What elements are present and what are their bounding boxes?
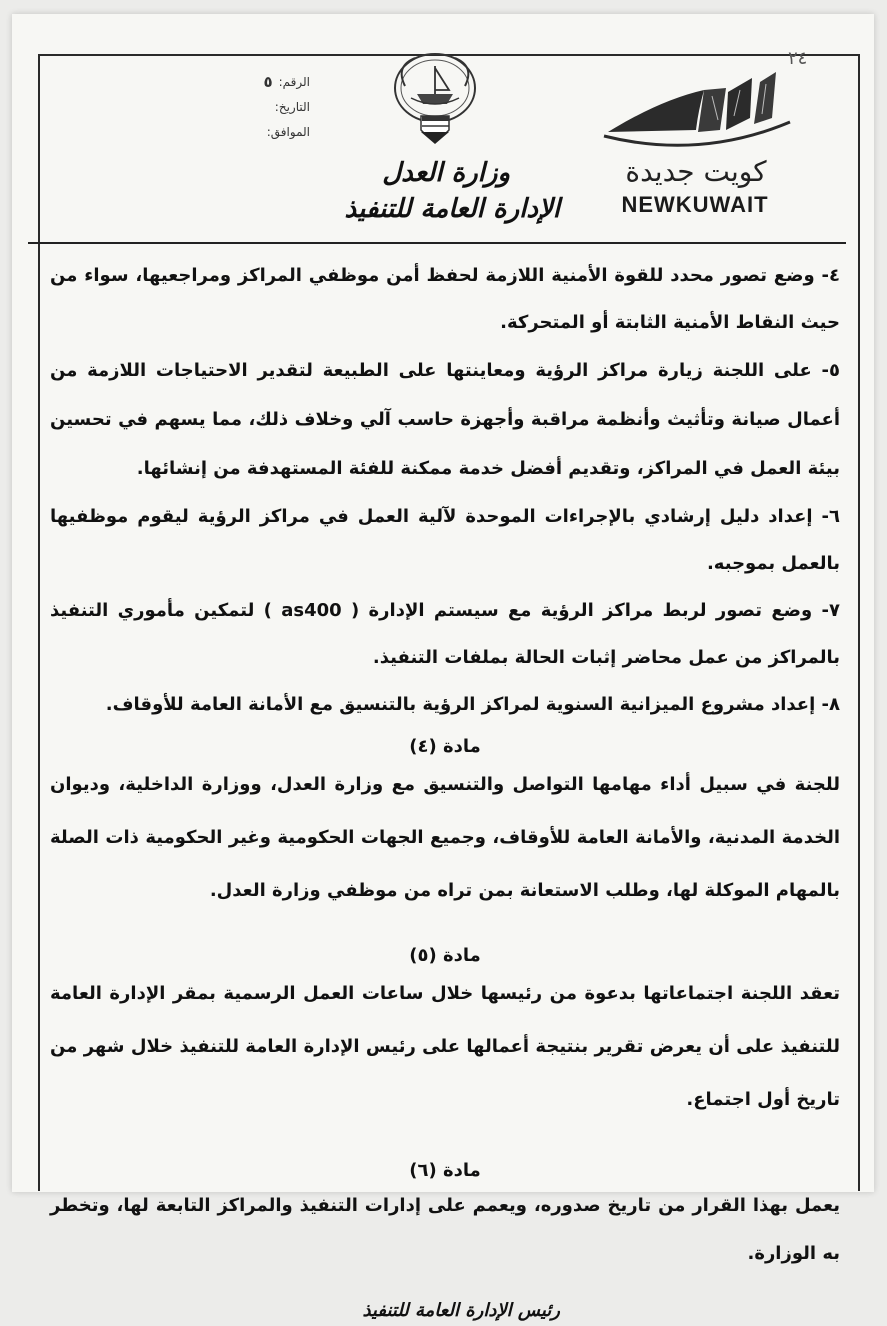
ministry-title-block (300, 155, 560, 227)
article-text: للجنة في سبيل أداء مهامها التواصل والتنسيق مع وزارة العدل، ووزارة الداخلية، وديوان الخدمة المدنية، والأمانة العامة للأوقاف، وجميع الجهات الحكومية وغير الحكومية ذات الصلة بالمهام الموكلة لها، وطلب الاستعانة بمن تراه من موظفي وزارة العدل. (50, 774, 840, 901)
list-item: ٧- وضع تصور لربط مراكز الرؤية مع سيستم الإدارة ( as400 ) لتمكين مأموري التنفيذ بالمراكز من عمل محاضر إثبات الحالة بملفات التنفيذ. (50, 600, 841, 668)
logo-english-text: NEWKUWAIT (621, 192, 769, 217)
ref-number-value: ٥ (263, 73, 273, 91)
list-item: ٥- على اللجنة زيارة مراكز الرؤية ومعاينتها على الطبيعة لتقدير الاحتياجات اللازمة من أعمال صيانة وتأثيث وأنظمة مراقبة وأجهزة حاسب آلي وخلاف ذلك، مما يسهم في تحسين بيئة العمل في المراكز، وتقديم أفضل خدمة ممكنة للفئة المستهدفة من إنشائها. (50, 360, 840, 479)
ref-date-row (200, 95, 310, 120)
ref-corresponding-label: الموافق: (266, 125, 310, 139)
ref-corresponding-row (200, 120, 310, 145)
kuwait-emblem-icon (385, 46, 485, 150)
spacer (50, 917, 840, 945)
reference-block (200, 70, 310, 145)
article-title: مادة (٥) (409, 945, 481, 966)
document-body (50, 252, 840, 1326)
list-item: ٨- إعداد مشروع الميزانية السنوية لمراكز الرؤية بالتنسيق مع الأمانة العامة للأوقاف. (105, 694, 840, 715)
ref-number-label: الرقم: (278, 75, 310, 89)
page-marker: ٢٤ (788, 48, 808, 69)
list-item: ٦- إعداد دليل إرشادي بالإجراءات الموحدة لآلية العمل في مراكز الرؤية ليقوم موظفيها بالعمل بموجبه. (50, 506, 840, 574)
list-item: ٤- وضع تصور محدد للقوة الأمنية اللازمة لحفظ أمن موظفي المراكز ومراجعيها، سواء من حيث النقاط الأمنية الثابتة أو المتحركة. (50, 265, 840, 333)
logo-arabic-text: كويت جديدة (625, 155, 767, 188)
article-title: مادة (٤) (409, 736, 481, 757)
signature-title: رئيس الإدارة العامة للتنفيذ (362, 1300, 560, 1321)
article-text: تعقد اللجنة اجتماعاتها بدعوة من رئيسها خلال ساعات العمل الرسمية بمقر الإدارة العامة للتنفيذ على أن يعرض تقرير بنتيجة أعمالها على رئيس الإدارة العامة للتنفيذ خلال شهر من تاريخ أول اجتماع. (50, 983, 840, 1110)
department-name: الإدارة العامة للتنفيذ (344, 194, 560, 224)
article-title: مادة (٦) (409, 1160, 481, 1181)
spacer (50, 728, 840, 736)
ministry-name: وزارة العدل (382, 158, 510, 188)
ref-date-label: التاريخ: (274, 100, 310, 114)
header-divider (28, 242, 846, 244)
article-text: يعمل بهذا القرار من تاريخ صدوره، ويعمم على إدارات التنفيذ والمراكز التابعة لها، وتخطر به الوزارة. (50, 1195, 840, 1264)
spacer (50, 1126, 840, 1160)
ref-number-row (200, 70, 310, 95)
